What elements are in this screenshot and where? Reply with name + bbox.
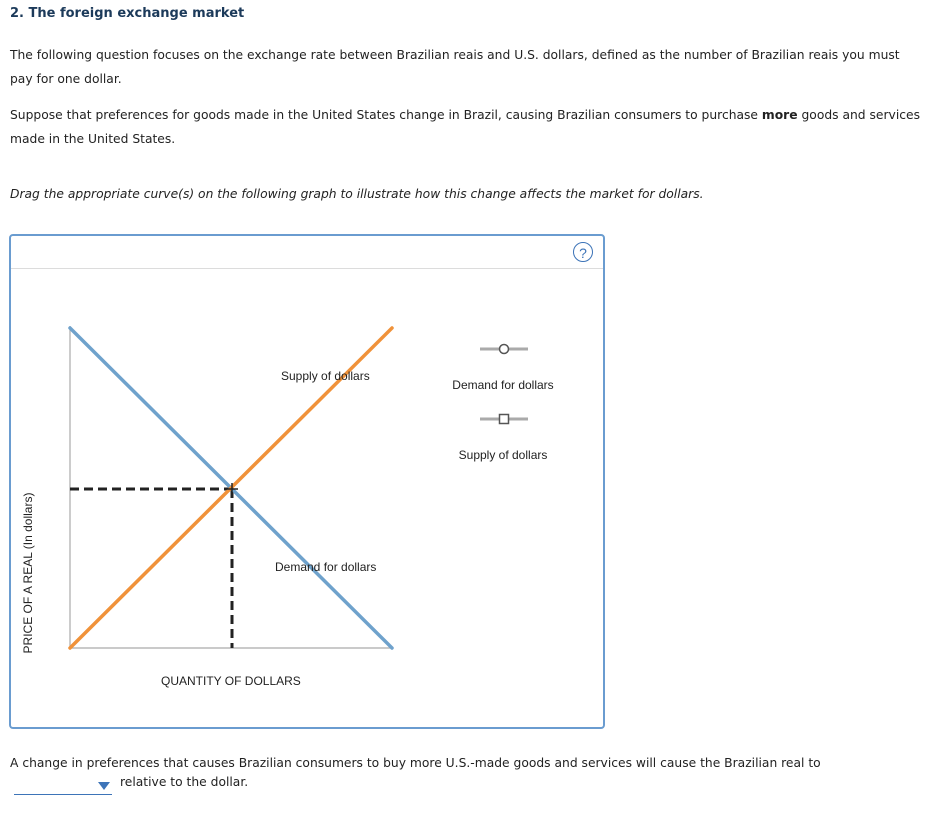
help-button[interactable]: ? bbox=[573, 242, 593, 262]
graph-instruction: Drag the appropriate curve(s) on the following graph to illustrate how this change affects the market for dollars. bbox=[10, 187, 704, 201]
graph-panel bbox=[9, 234, 605, 729]
market-graph bbox=[11, 236, 603, 727]
chevron-down-icon bbox=[98, 782, 110, 790]
palette-supply-tool[interactable] bbox=[480, 415, 528, 424]
palette-demand-tool[interactable] bbox=[480, 345, 528, 354]
demand-curve-label: Demand for dollars bbox=[275, 560, 377, 574]
paragraph-2-end: goods and services made in the United States. bbox=[10, 108, 920, 146]
answer-suffix: relative to the dollar. bbox=[120, 775, 249, 789]
x-axis-label: QUANTITY OF DOLLARS bbox=[161, 674, 301, 688]
paragraph-2-start: Suppose that preferences for goods made in the United States change in Brazil, causing Brazilian consumers to purchase bbox=[10, 108, 762, 122]
question-paragraph-2 bbox=[10, 103, 920, 151]
question-paragraph-1: The following question focuses on the exchange rate between Brazilian reais and U.S. dollars, defined as the number of Brazilian reais you must pay for one dollar. bbox=[10, 48, 900, 86]
question-title: 2. The foreign exchange market bbox=[10, 6, 245, 21]
supply-curve-label: Supply of dollars bbox=[281, 369, 370, 383]
answer-dropdown[interactable] bbox=[14, 776, 112, 795]
paragraph-2-emphasis: more bbox=[761, 108, 798, 122]
palette-supply-label: Supply of dollars bbox=[458, 448, 548, 462]
square-handle-icon bbox=[500, 415, 509, 424]
circle-handle-icon bbox=[500, 345, 509, 354]
answer-prompt: A change in preferences that causes Brazilian consumers to buy more U.S.-made goods and services will cause the Brazilian real to bbox=[10, 756, 821, 770]
y-axis-label: PRICE OF A REAL (In dollars) bbox=[21, 492, 35, 654]
palette-demand-label: Demand for dollars bbox=[452, 378, 554, 392]
